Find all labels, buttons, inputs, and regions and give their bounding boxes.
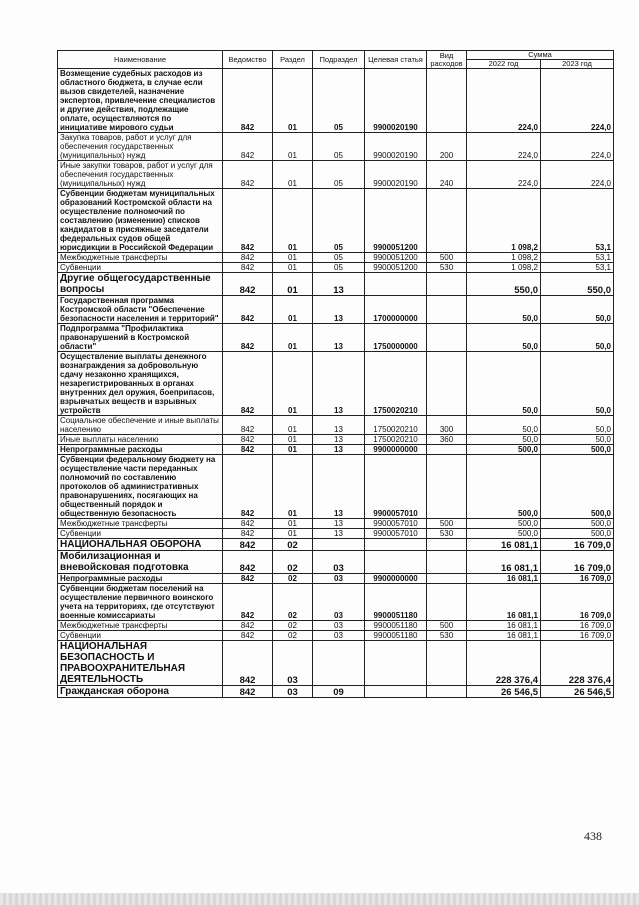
- cell-dept: 842: [223, 263, 273, 273]
- cell-target: 9900057010: [365, 529, 427, 539]
- cell-type: [427, 455, 467, 519]
- cell-name: Субвенции: [58, 529, 223, 539]
- table-row: [58, 133, 614, 161]
- cell-target: 9900057010: [365, 519, 427, 529]
- table-row: [58, 529, 614, 539]
- cell-subsection: 09: [313, 686, 365, 698]
- cell-name: Закупка товаров, работ и услуг для обеспечения государственных (муниципальных) нужд: [58, 133, 223, 161]
- cell-dept: 842: [223, 435, 273, 445]
- table-row: [58, 324, 614, 352]
- cell-subsection: 13: [313, 273, 365, 296]
- cell-name: Государственная программа Костромской области "Обеспечение безопасности населения и территорий": [58, 296, 223, 324]
- cell-sum-2023: 500,0: [541, 445, 614, 455]
- cell-type: [427, 539, 467, 551]
- cell-target: 9900051200: [365, 189, 427, 253]
- cell-sum-2023: 500,0: [541, 529, 614, 539]
- table-row: [58, 641, 614, 686]
- cell-target: [365, 273, 427, 296]
- scan-edge: [0, 893, 639, 905]
- cell-dept: 842: [223, 69, 273, 133]
- cell-sum-2022: 500,0: [467, 529, 541, 539]
- cell-section: 01: [273, 416, 313, 435]
- cell-sum-2023: 550,0: [541, 273, 614, 296]
- cell-type: [427, 686, 467, 698]
- cell-sum-2022: 1 098,2: [467, 263, 541, 273]
- cell-type: [427, 324, 467, 352]
- cell-type: [427, 551, 467, 574]
- cell-sum-2022: 16 081,1: [467, 539, 541, 551]
- cell-dept: 842: [223, 445, 273, 455]
- cell-name: Гражданская оборона: [58, 686, 223, 698]
- cell-section: 01: [273, 189, 313, 253]
- cell-section: 03: [273, 641, 313, 686]
- cell-sum-2023: 26 546,5: [541, 686, 614, 698]
- cell-name: Субвенции: [58, 263, 223, 273]
- cell-type: [427, 352, 467, 416]
- cell-sum-2022: 50,0: [467, 435, 541, 445]
- col-header-name: Наименование: [58, 51, 223, 69]
- cell-subsection: 13: [313, 296, 365, 324]
- cell-type: 300: [427, 416, 467, 435]
- cell-section: 01: [273, 455, 313, 519]
- cell-target: 9900020190: [365, 161, 427, 189]
- cell-type: 530: [427, 263, 467, 273]
- cell-target: 9900020190: [365, 133, 427, 161]
- cell-target: [365, 539, 427, 551]
- cell-section: 01: [273, 273, 313, 296]
- cell-section: 01: [273, 263, 313, 273]
- cell-target: 1750000000: [365, 324, 427, 352]
- cell-sum-2023: 53,1: [541, 263, 614, 273]
- cell-dept: 842: [223, 455, 273, 519]
- cell-name: Субвенции бюджетам муниципальных образований Костромской области на осуществление полномочий по составлению (изменению) списков кандидатов в присяжные заседатели федеральных судов общей юрисдикции в Российской Федерации: [58, 189, 223, 253]
- cell-target: [365, 551, 427, 574]
- cell-type: 240: [427, 161, 467, 189]
- cell-sum-2023: 50,0: [541, 435, 614, 445]
- table-row: [58, 455, 614, 519]
- col-header-sum: Сумма: [467, 51, 614, 60]
- cell-section: 01: [273, 445, 313, 455]
- cell-section: 01: [273, 161, 313, 189]
- cell-sum-2023: 16 709,0: [541, 621, 614, 631]
- cell-subsection: 05: [313, 263, 365, 273]
- cell-sum-2022: 16 081,1: [467, 551, 541, 574]
- cell-dept: 842: [223, 551, 273, 574]
- table-row: [58, 161, 614, 189]
- cell-section: 01: [273, 519, 313, 529]
- cell-sum-2023: 500,0: [541, 519, 614, 529]
- cell-type: 530: [427, 529, 467, 539]
- cell-subsection: 13: [313, 519, 365, 529]
- cell-name: Межбюджетные трансферты: [58, 519, 223, 529]
- cell-section: 01: [273, 435, 313, 445]
- cell-type: [427, 189, 467, 253]
- cell-section: 01: [273, 133, 313, 161]
- cell-sum-2023: 53,1: [541, 189, 614, 253]
- cell-target: 9900051200: [365, 253, 427, 263]
- cell-subsection: 13: [313, 455, 365, 519]
- cell-type: 500: [427, 519, 467, 529]
- cell-type: 200: [427, 133, 467, 161]
- cell-name: Непрограммные расходы: [58, 574, 223, 584]
- cell-sum-2022: 16 081,1: [467, 621, 541, 631]
- cell-sum-2023: 500,0: [541, 455, 614, 519]
- cell-dept: 842: [223, 574, 273, 584]
- table-row: [58, 519, 614, 529]
- table-row: [58, 445, 614, 455]
- cell-subsection: 03: [313, 631, 365, 641]
- cell-sum-2023: 16 709,0: [541, 539, 614, 551]
- table-row: [58, 686, 614, 698]
- table-row: [58, 273, 614, 296]
- cell-dept: 842: [223, 641, 273, 686]
- cell-sum-2022: 50,0: [467, 416, 541, 435]
- cell-dept: 842: [223, 686, 273, 698]
- col-header-type: Вид расходов: [427, 51, 467, 69]
- cell-subsection: 05: [313, 161, 365, 189]
- cell-type: [427, 641, 467, 686]
- cell-dept: 842: [223, 416, 273, 435]
- cell-section: 02: [273, 621, 313, 631]
- cell-dept: 842: [223, 133, 273, 161]
- cell-subsection: 13: [313, 416, 365, 435]
- cell-sum-2022: 16 081,1: [467, 574, 541, 584]
- cell-name: Субвенции бюджетам поселений на осуществление первичного воинского учета на территориях, где отсутствуют военные комиссариаты: [58, 584, 223, 621]
- cell-name: НАЦИОНАЛЬНАЯ ОБОРОНА: [58, 539, 223, 551]
- cell-name: Другие общегосударственные вопросы: [58, 273, 223, 296]
- cell-target: 9900000000: [365, 574, 427, 584]
- table-row: [58, 621, 614, 631]
- cell-sum-2023: 224,0: [541, 69, 614, 133]
- table-row: [58, 253, 614, 263]
- table-header: [58, 51, 614, 69]
- cell-subsection: 13: [313, 529, 365, 539]
- cell-target: [365, 641, 427, 686]
- cell-target: [365, 686, 427, 698]
- table-row: [58, 551, 614, 574]
- cell-target: 9900020190: [365, 69, 427, 133]
- cell-dept: 842: [223, 621, 273, 631]
- cell-target: 9900057010: [365, 455, 427, 519]
- cell-type: [427, 296, 467, 324]
- col-header-section: Раздел: [273, 51, 313, 69]
- cell-subsection: 03: [313, 584, 365, 621]
- cell-subsection: 13: [313, 435, 365, 445]
- cell-subsection: 03: [313, 551, 365, 574]
- cell-sum-2022: 1 098,2: [467, 189, 541, 253]
- cell-subsection: 03: [313, 621, 365, 631]
- cell-name: Мобилизационная и вневойсковая подготовка: [58, 551, 223, 574]
- cell-section: 02: [273, 551, 313, 574]
- cell-dept: 842: [223, 529, 273, 539]
- cell-sum-2023: 16 709,0: [541, 574, 614, 584]
- col-header-subsection: Подраздел: [313, 51, 365, 69]
- cell-target: 9900051200: [365, 263, 427, 273]
- cell-type: [427, 574, 467, 584]
- table-row: [58, 69, 614, 133]
- cell-type: 360: [427, 435, 467, 445]
- cell-section: 01: [273, 253, 313, 263]
- cell-type: [427, 273, 467, 296]
- cell-target: 1750020210: [365, 352, 427, 416]
- cell-name: Возмещение судебных расходов из областного бюджета, в случае если вызов свидетелей, назначение экспертов, привлечение специалистов и другие действия, подлежащие оплате, осуществляются по инициативе мирового судьи: [58, 69, 223, 133]
- cell-dept: 842: [223, 352, 273, 416]
- cell-name: Социальное обеспечение и иные выплаты населению: [58, 416, 223, 435]
- cell-sum-2022: 228 376,4: [467, 641, 541, 686]
- cell-sum-2023: 224,0: [541, 133, 614, 161]
- cell-sum-2022: 50,0: [467, 296, 541, 324]
- cell-target: 9900051180: [365, 621, 427, 631]
- cell-sum-2022: 50,0: [467, 324, 541, 352]
- cell-sum-2022: 550,0: [467, 273, 541, 296]
- cell-dept: 842: [223, 189, 273, 253]
- cell-section: 01: [273, 529, 313, 539]
- cell-subsection: [313, 641, 365, 686]
- cell-sum-2022: 224,0: [467, 161, 541, 189]
- cell-section: 02: [273, 539, 313, 551]
- col-header-2023: 2023 год: [541, 60, 614, 69]
- cell-sum-2022: 224,0: [467, 133, 541, 161]
- cell-dept: 842: [223, 539, 273, 551]
- cell-dept: 842: [223, 273, 273, 296]
- cell-section: 01: [273, 69, 313, 133]
- cell-subsection: 13: [313, 324, 365, 352]
- cell-section: 01: [273, 352, 313, 416]
- cell-sum-2022: 500,0: [467, 455, 541, 519]
- table-body: [58, 69, 614, 698]
- cell-subsection: 05: [313, 189, 365, 253]
- table-row: [58, 189, 614, 253]
- cell-target: 9900000000: [365, 445, 427, 455]
- cell-target: 1750020210: [365, 435, 427, 445]
- cell-name: Иные закупки товаров, работ и услуг для обеспечения государственных (муниципальных) нужд: [58, 161, 223, 189]
- cell-type: [427, 69, 467, 133]
- cell-subsection: [313, 539, 365, 551]
- cell-type: 530: [427, 631, 467, 641]
- cell-target: 1700000000: [365, 296, 427, 324]
- cell-name: НАЦИОНАЛЬНАЯ БЕЗОПАСНОСТЬ И ПРАВООХРАНИТЕЛЬНАЯ ДЕЯТЕЛЬНОСТЬ: [58, 641, 223, 686]
- cell-name: Межбюджетные трансферты: [58, 621, 223, 631]
- table-row: [58, 352, 614, 416]
- cell-name: Непрограммные расходы: [58, 445, 223, 455]
- cell-sum-2022: 500,0: [467, 445, 541, 455]
- cell-section: 02: [273, 631, 313, 641]
- cell-subsection: 13: [313, 445, 365, 455]
- cell-section: 01: [273, 296, 313, 324]
- cell-sum-2022: 500,0: [467, 519, 541, 529]
- cell-subsection: 05: [313, 133, 365, 161]
- cell-sum-2023: 53,1: [541, 253, 614, 263]
- table-row: [58, 574, 614, 584]
- cell-sum-2022: 26 546,5: [467, 686, 541, 698]
- cell-sum-2023: 50,0: [541, 416, 614, 435]
- cell-section: 03: [273, 686, 313, 698]
- cell-sum-2022: 224,0: [467, 69, 541, 133]
- cell-subsection: 05: [313, 253, 365, 263]
- table-row: [58, 435, 614, 445]
- cell-name: Осуществление выплаты денежного вознаграждения за добровольную сдачу незаконно хранящихся, незарегистрированных в органах внутренних дел оружия, боеприпасов, взрывчатых веществ и взрывных устройств: [58, 352, 223, 416]
- cell-sum-2023: 16 709,0: [541, 551, 614, 574]
- cell-sum-2022: 16 081,1: [467, 631, 541, 641]
- cell-sum-2022: 16 081,1: [467, 584, 541, 621]
- cell-name: Иные выплаты населению: [58, 435, 223, 445]
- page-number: 438: [584, 829, 602, 843]
- cell-target: 9900051180: [365, 631, 427, 641]
- table-row: [58, 416, 614, 435]
- cell-sum-2023: 16 709,0: [541, 584, 614, 621]
- cell-name: Межбюджетные трансферты: [58, 253, 223, 263]
- cell-type: 500: [427, 253, 467, 263]
- cell-sum-2023: 228 376,4: [541, 641, 614, 686]
- cell-sum-2022: 1 098,2: [467, 253, 541, 263]
- col-header-2022: 2022 год: [467, 60, 541, 69]
- cell-dept: 842: [223, 161, 273, 189]
- cell-target: 9900051180: [365, 584, 427, 621]
- cell-subsection: 03: [313, 574, 365, 584]
- table-row: [58, 539, 614, 551]
- cell-sum-2023: 224,0: [541, 161, 614, 189]
- cell-dept: 842: [223, 631, 273, 641]
- cell-target: 1750020210: [365, 416, 427, 435]
- cell-subsection: 13: [313, 352, 365, 416]
- table-row: [58, 263, 614, 273]
- cell-subsection: 05: [313, 69, 365, 133]
- cell-type: [427, 584, 467, 621]
- budget-table: [57, 50, 614, 698]
- cell-sum-2022: 50,0: [467, 352, 541, 416]
- cell-name: Подпрограмма "Профилактика правонарушений в Костромской области": [58, 324, 223, 352]
- cell-dept: 842: [223, 584, 273, 621]
- cell-sum-2023: 50,0: [541, 324, 614, 352]
- cell-sum-2023: 50,0: [541, 352, 614, 416]
- cell-name: Субвенции: [58, 631, 223, 641]
- cell-name: Субвенции федеральному бюджету на осуществление части переданных полномочий по составлению протоколов об административных правонарушениях, посягающих на общественный порядок и общественную безопасность: [58, 455, 223, 519]
- table-row: [58, 296, 614, 324]
- cell-section: 02: [273, 574, 313, 584]
- cell-section: 01: [273, 324, 313, 352]
- table-row: [58, 584, 614, 621]
- cell-dept: 842: [223, 324, 273, 352]
- cell-sum-2023: 50,0: [541, 296, 614, 324]
- cell-dept: 842: [223, 253, 273, 263]
- cell-type: 500: [427, 621, 467, 631]
- table-row: [58, 631, 614, 641]
- cell-dept: 842: [223, 296, 273, 324]
- cell-dept: 842: [223, 519, 273, 529]
- cell-sum-2023: 16 709,0: [541, 631, 614, 641]
- cell-section: 02: [273, 584, 313, 621]
- col-header-dept: Ведомство: [223, 51, 273, 69]
- col-header-target: Целевая статья: [365, 51, 427, 69]
- cell-type: [427, 445, 467, 455]
